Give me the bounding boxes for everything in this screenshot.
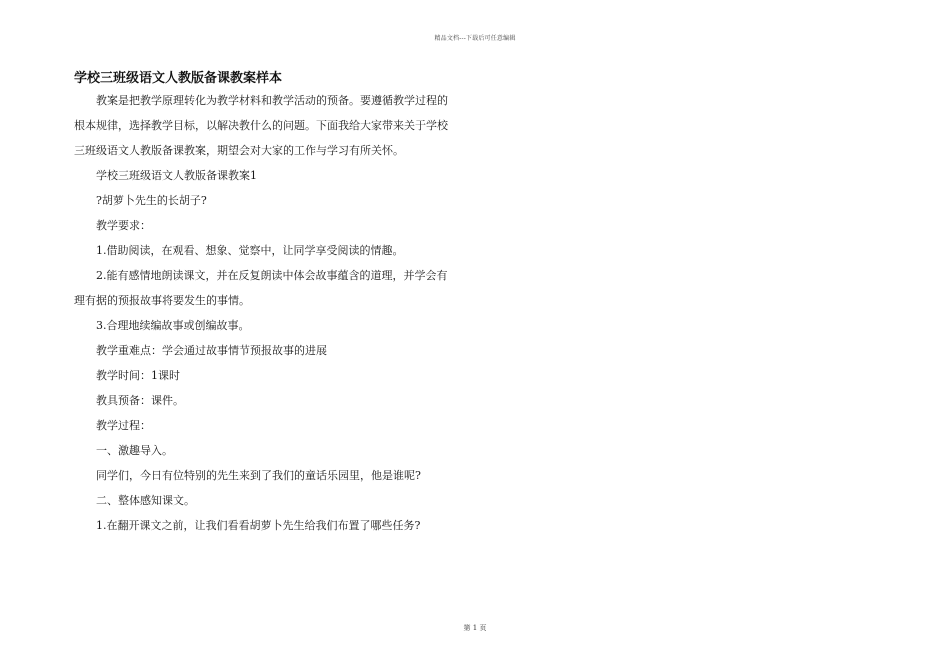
paragraph: ?胡萝卜先生的长胡子? — [96, 194, 207, 207]
paragraph: 2.能有感情地朗读课文，并在反复朗读中体会故事蕴含的道理，并学会有 — [96, 269, 448, 282]
page-number: 第 1 页 — [463, 624, 487, 632]
paragraph: 1.在翻开课文之前，让我们看看胡萝卜先生给我们布置了哪些任务? — [96, 519, 421, 532]
paragraph: 理有据的预报故事将要发生的事情。 — [74, 294, 250, 307]
paragraph: 教学重难点：学会通过故事情节预报故事的进展 — [96, 344, 327, 357]
paragraph: 教具预备：课件。 — [96, 394, 184, 407]
paragraph: 根本规律，选择教学目标，以解决教什么的问题。下面我给大家带来关于学校 — [74, 119, 448, 132]
paragraph: 教学要求： — [96, 219, 151, 232]
paragraph: 三班级语文人教版备课教案，期望会对大家的工作与学习有所关怀。 — [74, 144, 404, 157]
paragraph: 3.合理地续编故事或创编故事。 — [96, 319, 250, 332]
paragraph: 教学时间：1课时 — [96, 369, 180, 382]
document-title: 学校三班级语文人教版备课教案样本 — [74, 71, 283, 86]
paragraph: 教学过程： — [96, 419, 151, 432]
paragraph: 学校三班级语文人教版备课教案1 — [96, 169, 257, 182]
paragraph: 教案是把教学原理转化为教学材料和教学活动的预备。要遵循教学过程的 — [96, 94, 448, 107]
paragraph: 一、激趣导入。 — [96, 444, 173, 457]
paragraph: 1.借助阅读，在观看、想象、觉察中，让同学享受阅读的情趣。 — [96, 244, 404, 257]
document-body — [74, 88, 474, 538]
paragraph: 二、整体感知课文。 — [96, 494, 195, 507]
header-note: 精品文档---下载后可任意编辑 — [434, 35, 516, 42]
paragraph: 同学们，今日有位特别的先生来到了我们的童话乐园里，他是谁呢? — [96, 469, 421, 482]
